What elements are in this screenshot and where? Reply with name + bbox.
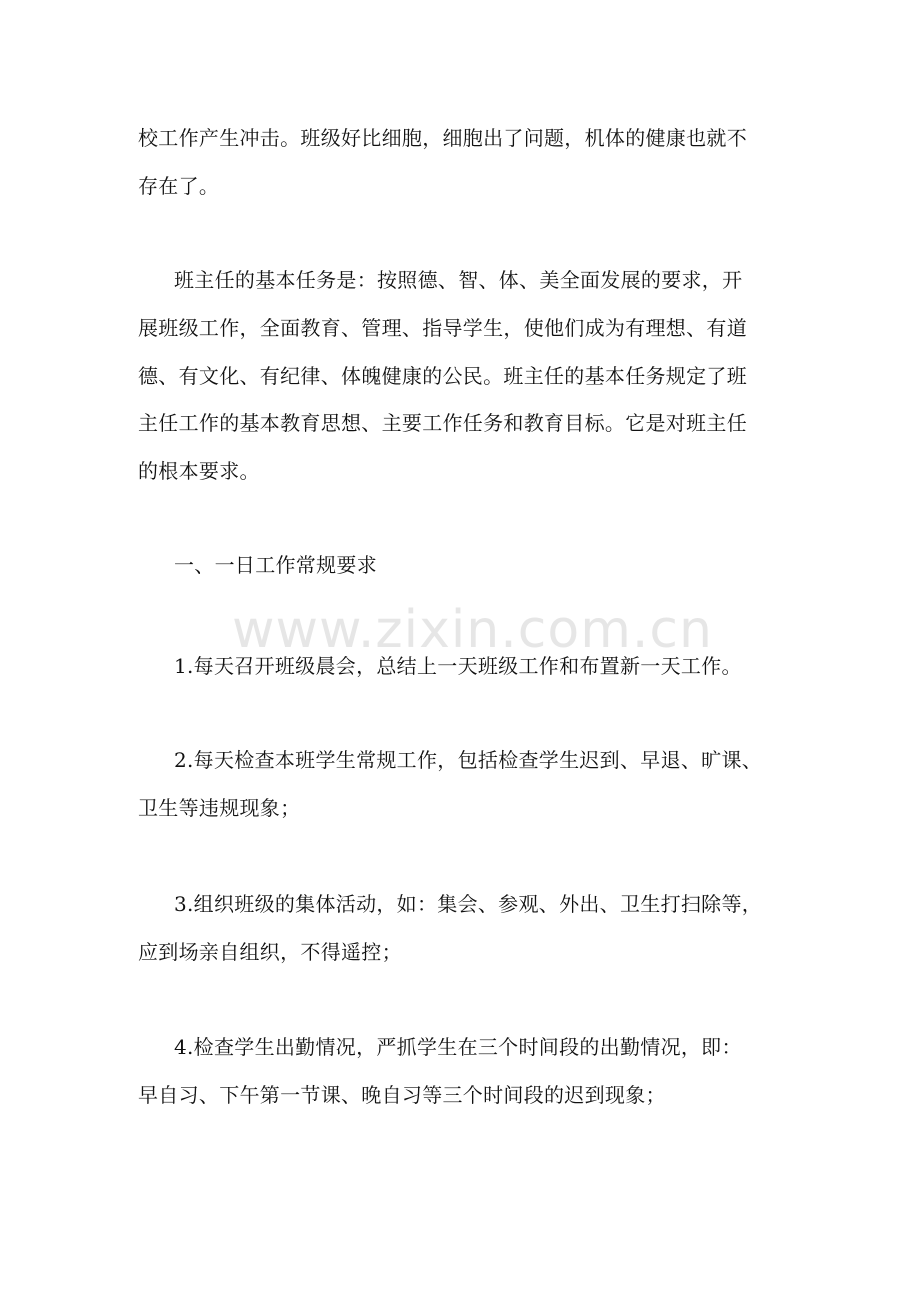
item-3-line-2: 应到场亲自组织，不得遥控； xyxy=(138,940,402,964)
paragraph-2-line-5: 的根本要求。 xyxy=(138,459,260,483)
item-4-line-1: 4.检查学生出勤情况，严抓学生在三个时间段的出勤情况，即： xyxy=(174,1035,742,1059)
watermark: www.zixin.com.cn xyxy=(232,600,713,660)
paragraph-1-line-1: 校工作产生冲击。班级好比细胞，细胞出了问题，机体的健康也就不 xyxy=(138,126,747,150)
paragraph-2-line-4: 主任工作的基本教育思想、主要工作任务和教育目标。它是对班主任 xyxy=(138,411,747,435)
paragraph-2-line-1: 班主任的基本任务是：按照德、智、体、美全面发展的要求，开 xyxy=(174,268,743,292)
item-3-line-1: 3.组织班级的集体活动，如：集会、参观、外出、卫生打扫除等， xyxy=(174,892,763,916)
paragraph-1-line-2: 存在了。 xyxy=(138,174,220,198)
item-4-line-2: 早自习、下午第一节课、晚自习等三个时间段的迟到现象； xyxy=(138,1083,666,1107)
item-2-line-1: 2.每天检查本班学生常规工作，包括检查学生迟到、早退、旷课、 xyxy=(174,748,763,772)
section-heading: 一、一日工作常规要求 xyxy=(174,553,377,577)
item-1-line-1: 1.每天召开班级晨会，总结上一天班级工作和布置新一天工作。 xyxy=(174,654,742,678)
paragraph-2-line-3: 德、有文化、有纪律、体魄健康的公民。班主任的基本任务规定了班 xyxy=(138,364,747,388)
paragraph-2-line-2: 展班级工作，全面教育、管理、指导学生，使他们成为有理想、有道 xyxy=(138,316,747,340)
item-2-line-2: 卫生等违规现象； xyxy=(138,796,301,820)
